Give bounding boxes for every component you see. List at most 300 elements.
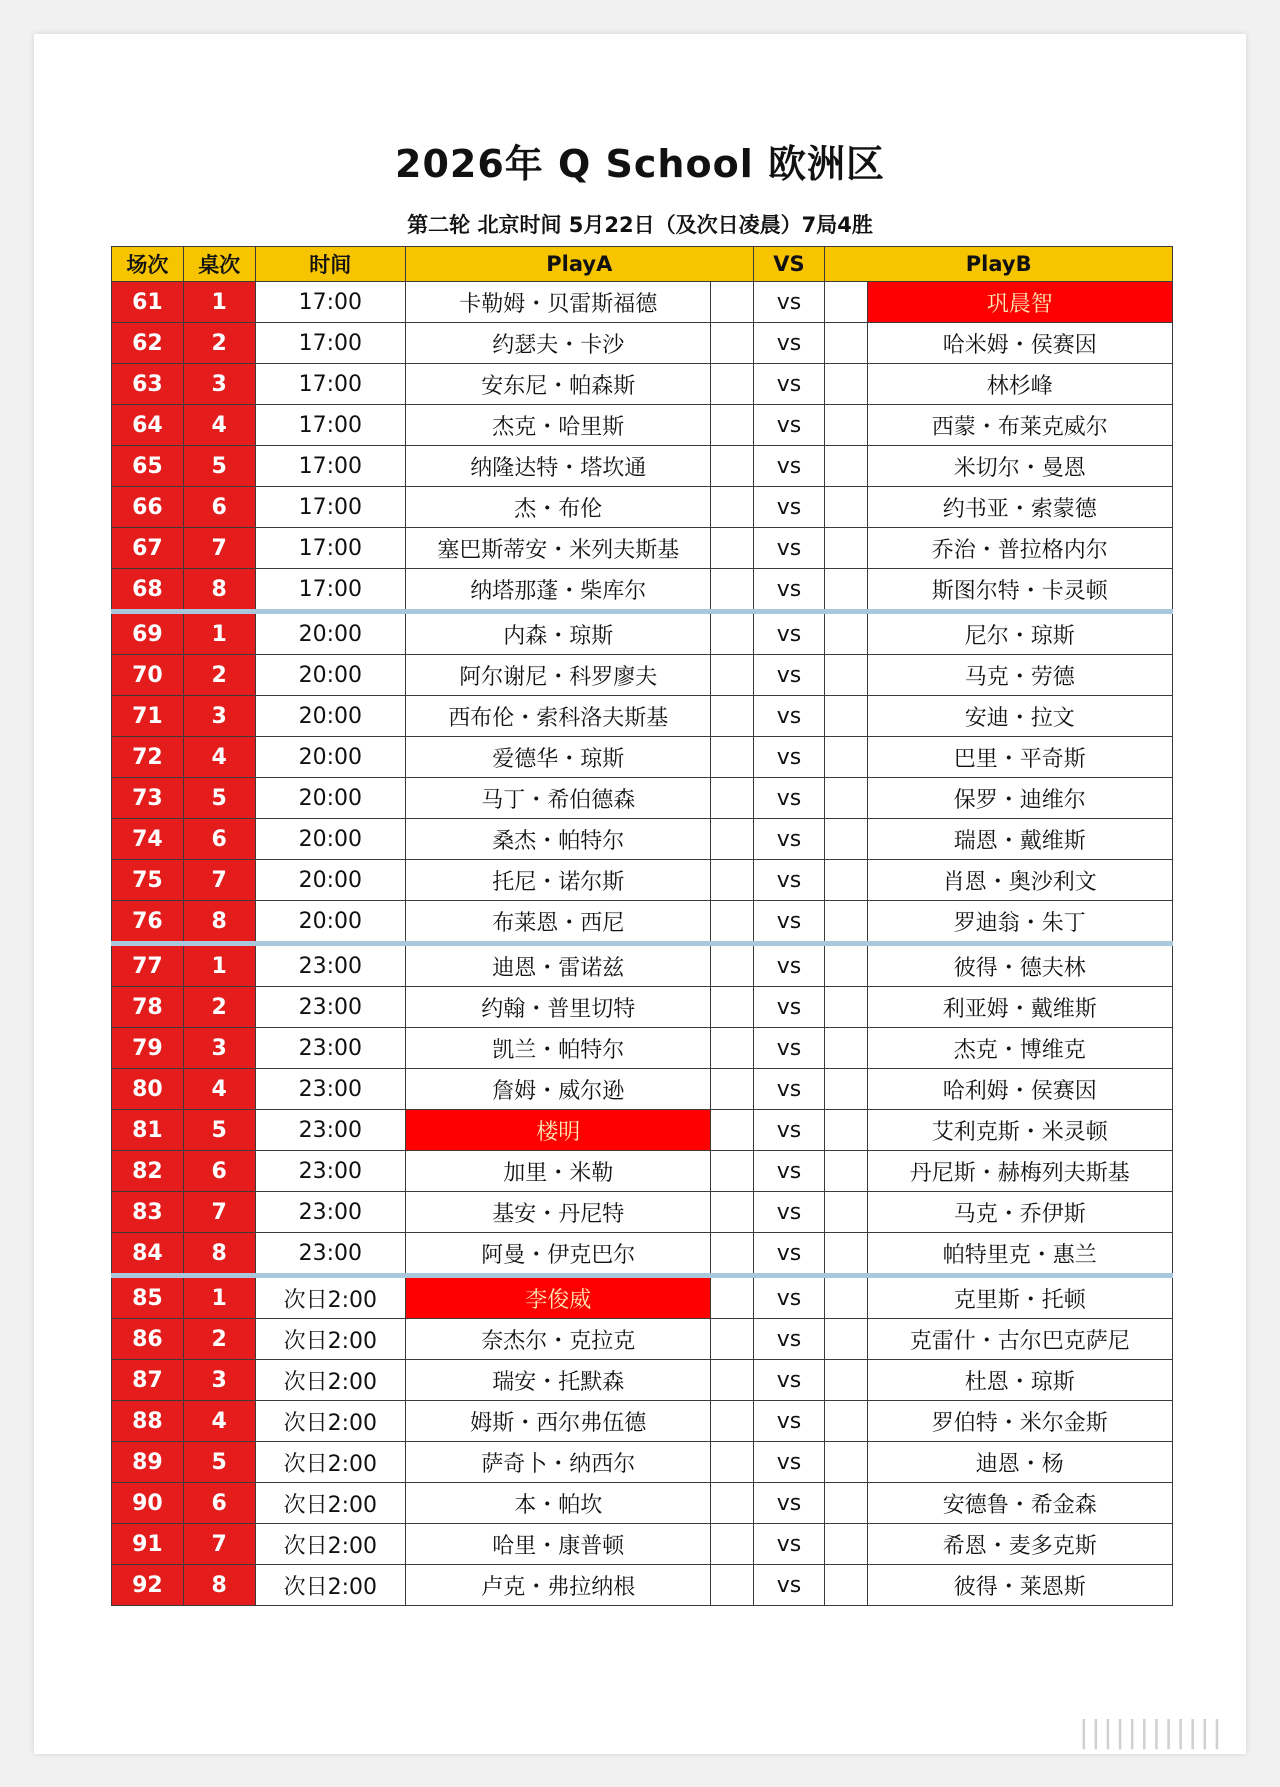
table-number: 6 — [183, 1483, 255, 1524]
header-match: 场次 — [112, 247, 184, 282]
match-time: 17:00 — [255, 282, 405, 323]
match-number: 65 — [112, 446, 184, 487]
match-number: 69 — [112, 612, 184, 655]
player-a-spacer — [711, 1110, 753, 1151]
table-number: 4 — [183, 405, 255, 446]
player-b-name: 肖恩・奥沙利文 — [867, 860, 1172, 901]
header-player-a: PlayA — [406, 247, 754, 282]
player-a-spacer — [711, 944, 753, 987]
table-number: 6 — [183, 819, 255, 860]
header-player-b: PlayB — [825, 247, 1173, 282]
player-a-name: 阿尔谢尼・科罗廖夫 — [406, 655, 711, 696]
player-b-spacer — [825, 1442, 867, 1483]
table-number: 2 — [183, 1319, 255, 1360]
schedule-table — [111, 246, 1173, 1606]
table-number: 1 — [183, 944, 255, 987]
match-time: 20:00 — [255, 778, 405, 819]
player-a-name: 阿曼・伊克巴尔 — [406, 1233, 711, 1276]
table-row — [112, 405, 1173, 446]
player-a-name: 马丁・希伯德森 — [406, 778, 711, 819]
table-number: 1 — [183, 1276, 255, 1319]
player-a-name: 楼明 — [406, 1110, 711, 1151]
player-a-name: 西布伦・索科洛夫斯基 — [406, 696, 711, 737]
table-row — [112, 487, 1173, 528]
table-row — [112, 569, 1173, 612]
player-a-name: 纳隆达特・塔坎通 — [406, 446, 711, 487]
match-number: 63 — [112, 364, 184, 405]
match-number: 71 — [112, 696, 184, 737]
page-title: 2026年 Q School 欧洲区 — [395, 142, 885, 186]
player-b-spacer — [825, 446, 867, 487]
match-number: 87 — [112, 1360, 184, 1401]
match-time: 17:00 — [255, 487, 405, 528]
match-time: 17:00 — [255, 323, 405, 364]
match-number: 73 — [112, 778, 184, 819]
match-number: 78 — [112, 987, 184, 1028]
player-b-spacer — [825, 1565, 867, 1606]
player-a-spacer — [711, 696, 753, 737]
player-b-name: 帕特里克・惠兰 — [867, 1233, 1172, 1276]
player-a-name: 本・帕坎 — [406, 1483, 711, 1524]
table-number: 8 — [183, 901, 255, 944]
player-a-spacer — [711, 737, 753, 778]
match-time: 17:00 — [255, 569, 405, 612]
player-b-name: 瑞恩・戴维斯 — [867, 819, 1172, 860]
player-a-name: 内森・琼斯 — [406, 612, 711, 655]
match-number: 90 — [112, 1483, 184, 1524]
table-row — [112, 737, 1173, 778]
vs-label: vs — [753, 1483, 825, 1524]
vs-label: vs — [753, 1110, 825, 1151]
player-a-name: 爱德华・琼斯 — [406, 737, 711, 778]
player-a-spacer — [711, 1401, 753, 1442]
match-time: 23:00 — [255, 1028, 405, 1069]
table-number: 3 — [183, 364, 255, 405]
page-subtitle: 第二轮 北京时间 5月22日（及次日凌晨）7局4胜 — [407, 213, 873, 237]
player-a-name: 纳塔那蓬・柴库尔 — [406, 569, 711, 612]
player-b-name: 彼得・德夫林 — [867, 944, 1172, 987]
vs-label: vs — [753, 1401, 825, 1442]
player-a-name: 卡勒姆・贝雷斯福德 — [406, 282, 711, 323]
match-number: 81 — [112, 1110, 184, 1151]
table-number: 2 — [183, 323, 255, 364]
vs-label: vs — [753, 944, 825, 987]
table-number: 7 — [183, 528, 255, 569]
vs-label: vs — [753, 901, 825, 944]
player-a-name: 杰克・哈里斯 — [406, 405, 711, 446]
match-time: 次日2:00 — [255, 1360, 405, 1401]
player-a-spacer — [711, 446, 753, 487]
header-time: 时间 — [255, 247, 405, 282]
table-number: 4 — [183, 1401, 255, 1442]
vs-label: vs — [753, 860, 825, 901]
vs-label: vs — [753, 987, 825, 1028]
match-number: 62 — [112, 323, 184, 364]
table-number: 3 — [183, 1360, 255, 1401]
table-row — [112, 819, 1173, 860]
player-b-spacer — [825, 819, 867, 860]
player-a-name: 迪恩・雷诺兹 — [406, 944, 711, 987]
match-time: 23:00 — [255, 1069, 405, 1110]
player-b-name: 艾利克斯・米灵顿 — [867, 1110, 1172, 1151]
player-a-spacer — [711, 778, 753, 819]
player-b-name: 彼得・莱恩斯 — [867, 1565, 1172, 1606]
player-b-spacer — [825, 364, 867, 405]
match-number: 72 — [112, 737, 184, 778]
player-b-spacer — [825, 1233, 867, 1276]
vs-label: vs — [753, 1233, 825, 1276]
match-number: 83 — [112, 1192, 184, 1233]
match-number: 82 — [112, 1151, 184, 1192]
vs-label: vs — [753, 1192, 825, 1233]
player-b-spacer — [825, 696, 867, 737]
match-number: 67 — [112, 528, 184, 569]
table-number: 8 — [183, 1233, 255, 1276]
player-b-spacer — [825, 1069, 867, 1110]
table-number: 5 — [183, 1110, 255, 1151]
player-b-name: 西蒙・布莱克威尔 — [867, 405, 1172, 446]
vs-label: vs — [753, 1276, 825, 1319]
player-a-spacer — [711, 405, 753, 446]
vs-label: vs — [753, 364, 825, 405]
player-b-spacer — [825, 987, 867, 1028]
player-a-name: 加里・米勒 — [406, 1151, 711, 1192]
match-time: 17:00 — [255, 528, 405, 569]
match-time: 23:00 — [255, 944, 405, 987]
player-b-spacer — [825, 944, 867, 987]
player-b-spacer — [825, 901, 867, 944]
vs-label: vs — [753, 1442, 825, 1483]
player-a-spacer — [711, 282, 753, 323]
vs-label: vs — [753, 323, 825, 364]
player-b-spacer — [825, 323, 867, 364]
player-b-name: 约书亚・索蒙德 — [867, 487, 1172, 528]
vs-label: vs — [753, 696, 825, 737]
table-row — [112, 987, 1173, 1028]
table-header-row — [112, 247, 1173, 282]
player-b-name: 米切尔・曼恩 — [867, 446, 1172, 487]
match-number: 64 — [112, 405, 184, 446]
player-b-spacer — [825, 1360, 867, 1401]
player-a-spacer — [711, 901, 753, 944]
watermark-mark: |||||||||||| — [1078, 1715, 1224, 1750]
player-a-name: 詹姆・威尔逊 — [406, 1069, 711, 1110]
table-row — [112, 1151, 1173, 1192]
match-time: 17:00 — [255, 446, 405, 487]
table-row — [112, 1401, 1173, 1442]
match-time: 17:00 — [255, 405, 405, 446]
match-time: 20:00 — [255, 860, 405, 901]
player-b-spacer — [825, 1319, 867, 1360]
table-row — [112, 860, 1173, 901]
player-a-name: 凯兰・帕特尔 — [406, 1028, 711, 1069]
player-b-name: 乔治・普拉格内尔 — [867, 528, 1172, 569]
player-b-name: 杜恩・琼斯 — [867, 1360, 1172, 1401]
player-a-name: 桑杰・帕特尔 — [406, 819, 711, 860]
player-b-name: 丹尼斯・赫梅列夫斯基 — [867, 1151, 1172, 1192]
table-number: 6 — [183, 1151, 255, 1192]
player-a-name: 哈里・康普顿 — [406, 1524, 711, 1565]
player-b-name: 巩晨智 — [867, 282, 1172, 323]
match-time: 次日2:00 — [255, 1442, 405, 1483]
table-number: 6 — [183, 487, 255, 528]
match-number: 77 — [112, 944, 184, 987]
match-number: 74 — [112, 819, 184, 860]
table-row — [112, 944, 1173, 987]
match-time: 20:00 — [255, 819, 405, 860]
match-number: 89 — [112, 1442, 184, 1483]
player-b-spacer — [825, 1151, 867, 1192]
player-a-name: 布莱恩・西尼 — [406, 901, 711, 944]
player-b-spacer — [825, 569, 867, 612]
player-b-spacer — [825, 1483, 867, 1524]
table-row — [112, 1360, 1173, 1401]
match-number: 76 — [112, 901, 184, 944]
player-a-name: 奈杰尔・克拉克 — [406, 1319, 711, 1360]
player-b-name: 斯图尔特・卡灵顿 — [867, 569, 1172, 612]
table-row — [112, 1028, 1173, 1069]
vs-label: vs — [753, 528, 825, 569]
match-number: 79 — [112, 1028, 184, 1069]
player-a-name: 塞巴斯蒂安・米列夫斯基 — [406, 528, 711, 569]
player-a-spacer — [711, 1483, 753, 1524]
player-a-spacer — [711, 819, 753, 860]
player-a-spacer — [711, 1565, 753, 1606]
player-b-name: 林杉峰 — [867, 364, 1172, 405]
player-a-spacer — [711, 1360, 753, 1401]
player-a-spacer — [711, 1028, 753, 1069]
player-a-spacer — [711, 569, 753, 612]
table-row — [112, 446, 1173, 487]
match-number: 91 — [112, 1524, 184, 1565]
table-row — [112, 612, 1173, 655]
vs-label: vs — [753, 446, 825, 487]
table-number: 5 — [183, 778, 255, 819]
player-a-spacer — [711, 1151, 753, 1192]
vs-label: vs — [753, 778, 825, 819]
player-a-name: 安东尼・帕森斯 — [406, 364, 711, 405]
vs-label: vs — [753, 1319, 825, 1360]
match-time: 次日2:00 — [255, 1319, 405, 1360]
table-row — [112, 323, 1173, 364]
player-a-name: 卢克・弗拉纳根 — [406, 1565, 711, 1606]
match-time: 20:00 — [255, 655, 405, 696]
table-number: 7 — [183, 1524, 255, 1565]
table-row — [112, 1233, 1173, 1276]
table-number: 3 — [183, 696, 255, 737]
match-time: 20:00 — [255, 696, 405, 737]
vs-label: vs — [753, 737, 825, 778]
table-row — [112, 1565, 1173, 1606]
match-time: 20:00 — [255, 901, 405, 944]
vs-label: vs — [753, 569, 825, 612]
player-a-spacer — [711, 487, 753, 528]
vs-label: vs — [753, 819, 825, 860]
player-a-name: 瑞安・托默森 — [406, 1360, 711, 1401]
table-number: 2 — [183, 987, 255, 1028]
vs-label: vs — [753, 282, 825, 323]
player-a-name: 萨奇卜・纳西尔 — [406, 1442, 711, 1483]
vs-label: vs — [753, 612, 825, 655]
match-time: 23:00 — [255, 1110, 405, 1151]
player-b-spacer — [825, 737, 867, 778]
player-b-spacer — [825, 655, 867, 696]
player-b-name: 希恩・麦多克斯 — [867, 1524, 1172, 1565]
table-row — [112, 1192, 1173, 1233]
table-row — [112, 282, 1173, 323]
header-table: 桌次 — [183, 247, 255, 282]
table-row — [112, 696, 1173, 737]
vs-label: vs — [753, 1360, 825, 1401]
table-number: 4 — [183, 1069, 255, 1110]
vs-label: vs — [753, 405, 825, 446]
player-b-spacer — [825, 612, 867, 655]
player-b-spacer — [825, 1276, 867, 1319]
table-row — [112, 1319, 1173, 1360]
vs-label: vs — [753, 1524, 825, 1565]
player-b-spacer — [825, 528, 867, 569]
player-b-spacer — [825, 860, 867, 901]
match-number: 70 — [112, 655, 184, 696]
player-a-spacer — [711, 1442, 753, 1483]
player-a-spacer — [711, 1524, 753, 1565]
table-number: 8 — [183, 1565, 255, 1606]
table-row — [112, 1069, 1173, 1110]
player-b-name: 安迪・拉文 — [867, 696, 1172, 737]
player-a-name: 约翰・普里切特 — [406, 987, 711, 1028]
match-number: 85 — [112, 1276, 184, 1319]
player-a-spacer — [711, 1319, 753, 1360]
vs-label: vs — [753, 1151, 825, 1192]
player-b-spacer — [825, 778, 867, 819]
vs-label: vs — [753, 1565, 825, 1606]
table-number: 4 — [183, 737, 255, 778]
player-b-spacer — [825, 1028, 867, 1069]
match-time: 次日2:00 — [255, 1524, 405, 1565]
match-time: 23:00 — [255, 1192, 405, 1233]
player-b-name: 哈米姆・侯赛因 — [867, 323, 1172, 364]
player-a-spacer — [711, 323, 753, 364]
player-b-name: 保罗・迪维尔 — [867, 778, 1172, 819]
player-b-spacer — [825, 1524, 867, 1565]
table-row — [112, 1276, 1173, 1319]
vs-label: vs — [753, 1069, 825, 1110]
vs-label: vs — [753, 655, 825, 696]
player-b-spacer — [825, 1401, 867, 1442]
table-body — [112, 282, 1173, 1606]
player-b-name: 马克・劳德 — [867, 655, 1172, 696]
player-b-name: 克雷什・古尔巴克萨尼 — [867, 1319, 1172, 1360]
match-number: 92 — [112, 1565, 184, 1606]
match-number: 68 — [112, 569, 184, 612]
player-a-spacer — [711, 987, 753, 1028]
match-time: 23:00 — [255, 987, 405, 1028]
table-row — [112, 901, 1173, 944]
player-a-spacer — [711, 612, 753, 655]
player-b-spacer — [825, 405, 867, 446]
table-number: 1 — [183, 612, 255, 655]
table-number: 7 — [183, 860, 255, 901]
player-b-name: 安德鲁・希金森 — [867, 1483, 1172, 1524]
table-row — [112, 1524, 1173, 1565]
match-number: 66 — [112, 487, 184, 528]
player-a-spacer — [711, 1233, 753, 1276]
schedule-sheet — [34, 34, 1246, 1754]
player-b-name: 罗伯特・米尔金斯 — [867, 1401, 1172, 1442]
player-b-spacer — [825, 487, 867, 528]
table-row — [112, 364, 1173, 405]
vs-label: vs — [753, 487, 825, 528]
match-number: 84 — [112, 1233, 184, 1276]
player-b-spacer — [825, 1110, 867, 1151]
player-b-name: 马克・乔伊斯 — [867, 1192, 1172, 1233]
player-b-name: 克里斯・托顿 — [867, 1276, 1172, 1319]
match-time: 次日2:00 — [255, 1565, 405, 1606]
match-number: 88 — [112, 1401, 184, 1442]
player-b-name: 罗迪翁・朱丁 — [867, 901, 1172, 944]
player-b-name: 巴里・平奇斯 — [867, 737, 1172, 778]
player-b-name: 尼尔・琼斯 — [867, 612, 1172, 655]
match-number: 61 — [112, 282, 184, 323]
header-vs: VS — [753, 247, 825, 282]
match-time: 23:00 — [255, 1233, 405, 1276]
table-number: 7 — [183, 1192, 255, 1233]
player-b-spacer — [825, 1192, 867, 1233]
match-time: 次日2:00 — [255, 1276, 405, 1319]
player-b-name: 利亚姆・戴维斯 — [867, 987, 1172, 1028]
match-time: 23:00 — [255, 1151, 405, 1192]
player-a-name: 托尼・诺尔斯 — [406, 860, 711, 901]
player-a-spacer — [711, 655, 753, 696]
vs-label: vs — [753, 1028, 825, 1069]
match-time: 17:00 — [255, 364, 405, 405]
table-row — [112, 655, 1173, 696]
match-number: 80 — [112, 1069, 184, 1110]
match-time: 20:00 — [255, 737, 405, 778]
table-row — [112, 1110, 1173, 1151]
player-a-spacer — [711, 364, 753, 405]
table-row — [112, 1483, 1173, 1524]
match-time: 次日2:00 — [255, 1401, 405, 1442]
table-row — [112, 778, 1173, 819]
table-number: 5 — [183, 1442, 255, 1483]
table-number: 8 — [183, 569, 255, 612]
player-a-name: 姆斯・西尔弗伍德 — [406, 1401, 711, 1442]
player-a-name: 约瑟夫・卡沙 — [406, 323, 711, 364]
player-b-spacer — [825, 282, 867, 323]
player-a-spacer — [711, 1192, 753, 1233]
player-b-name: 迪恩・杨 — [867, 1442, 1172, 1483]
player-a-name: 基安・丹尼特 — [406, 1192, 711, 1233]
match-number: 86 — [112, 1319, 184, 1360]
player-b-name: 哈利姆・侯赛因 — [867, 1069, 1172, 1110]
table-number: 1 — [183, 282, 255, 323]
match-time: 次日2:00 — [255, 1483, 405, 1524]
table-row — [112, 528, 1173, 569]
player-a-name: 杰・布伦 — [406, 487, 711, 528]
player-a-spacer — [711, 1069, 753, 1110]
player-a-spacer — [711, 1276, 753, 1319]
match-number: 75 — [112, 860, 184, 901]
player-a-spacer — [711, 860, 753, 901]
table-number: 5 — [183, 446, 255, 487]
table-row — [112, 1442, 1173, 1483]
player-a-spacer — [711, 528, 753, 569]
player-b-name: 杰克・博维克 — [867, 1028, 1172, 1069]
table-number: 3 — [183, 1028, 255, 1069]
player-a-name: 李俊威 — [406, 1276, 711, 1319]
table-number: 2 — [183, 655, 255, 696]
